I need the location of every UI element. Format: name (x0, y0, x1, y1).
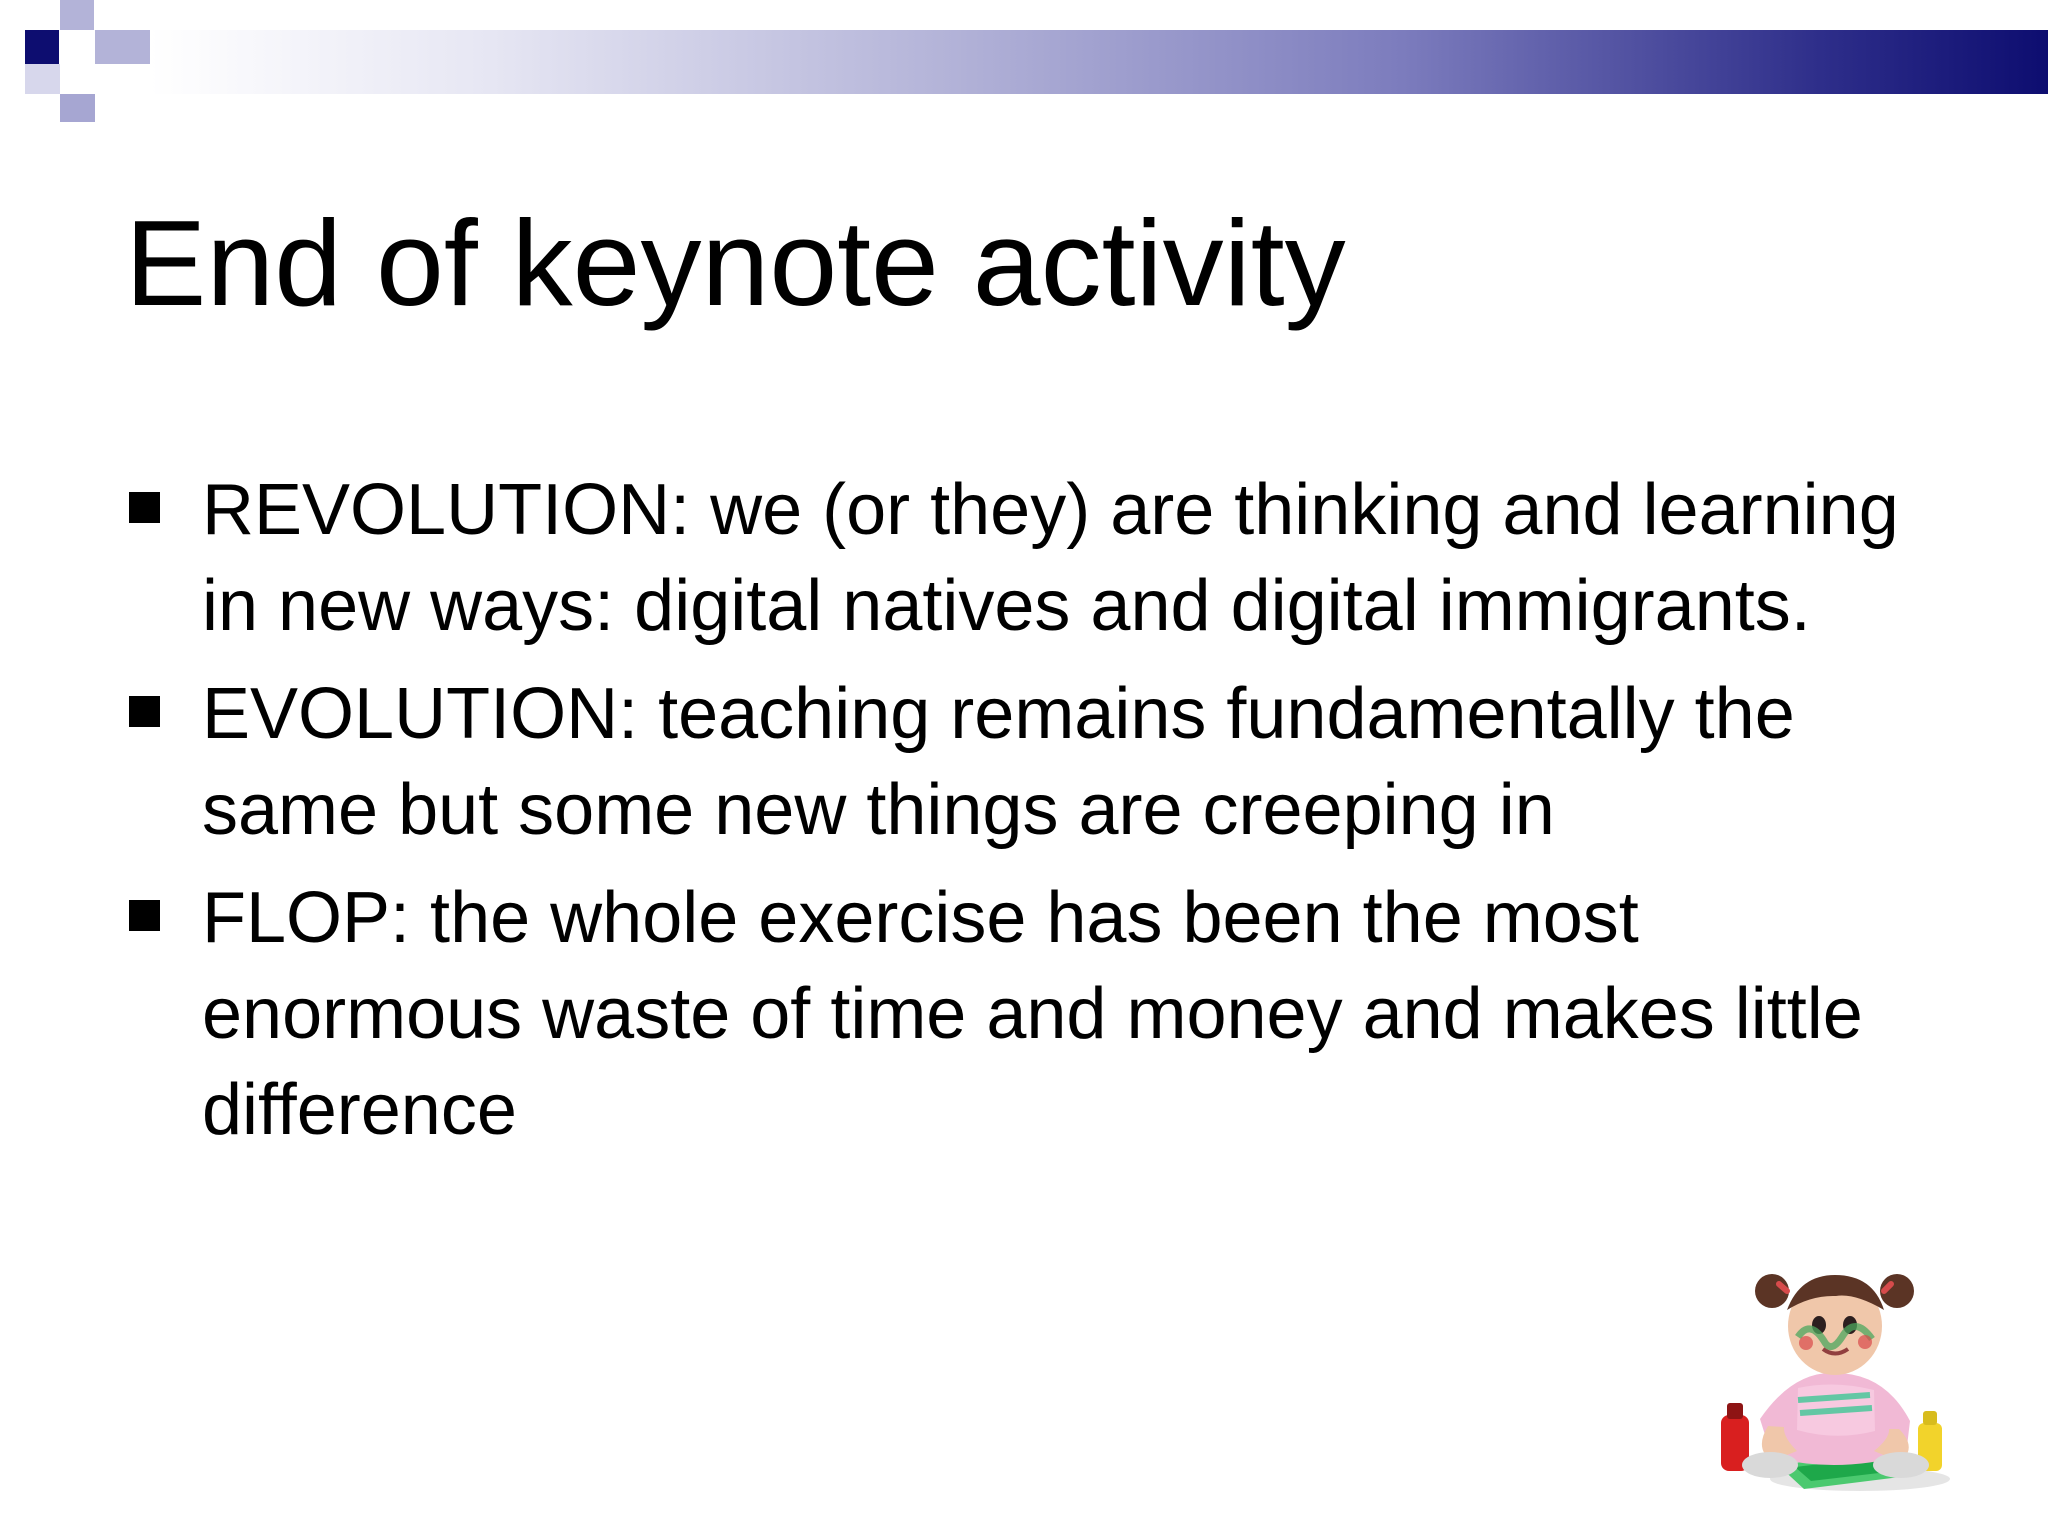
bullet-text-revolution: REVOLUTION: we (or they) are thinking and learning in new ways: digital natives and digital immigrants. (202, 470, 1899, 646)
bullet-item-flop (125, 870, 1905, 1158)
square-bullet-icon (129, 900, 160, 931)
child-painting-icon (1720, 1255, 1950, 1495)
bullet-item-revolution (125, 462, 1905, 654)
title-gradient-band (150, 30, 2048, 94)
bullet-text-evolution: EVOLUTION: teaching remains fundamentally the same but some new things are creeping in (202, 674, 1795, 850)
square-pattern-icon (0, 0, 160, 130)
slide-title: End of keynote activity (125, 195, 1346, 331)
square-bullet-icon (129, 492, 160, 523)
bullet-text-flop: FLOP: the whole exercise has been the most enormous waste of time and money and makes little difference (202, 878, 1863, 1150)
bullet-item-evolution (125, 666, 1905, 858)
bullet-list (125, 462, 1905, 1170)
square-bullet-icon (129, 696, 160, 727)
